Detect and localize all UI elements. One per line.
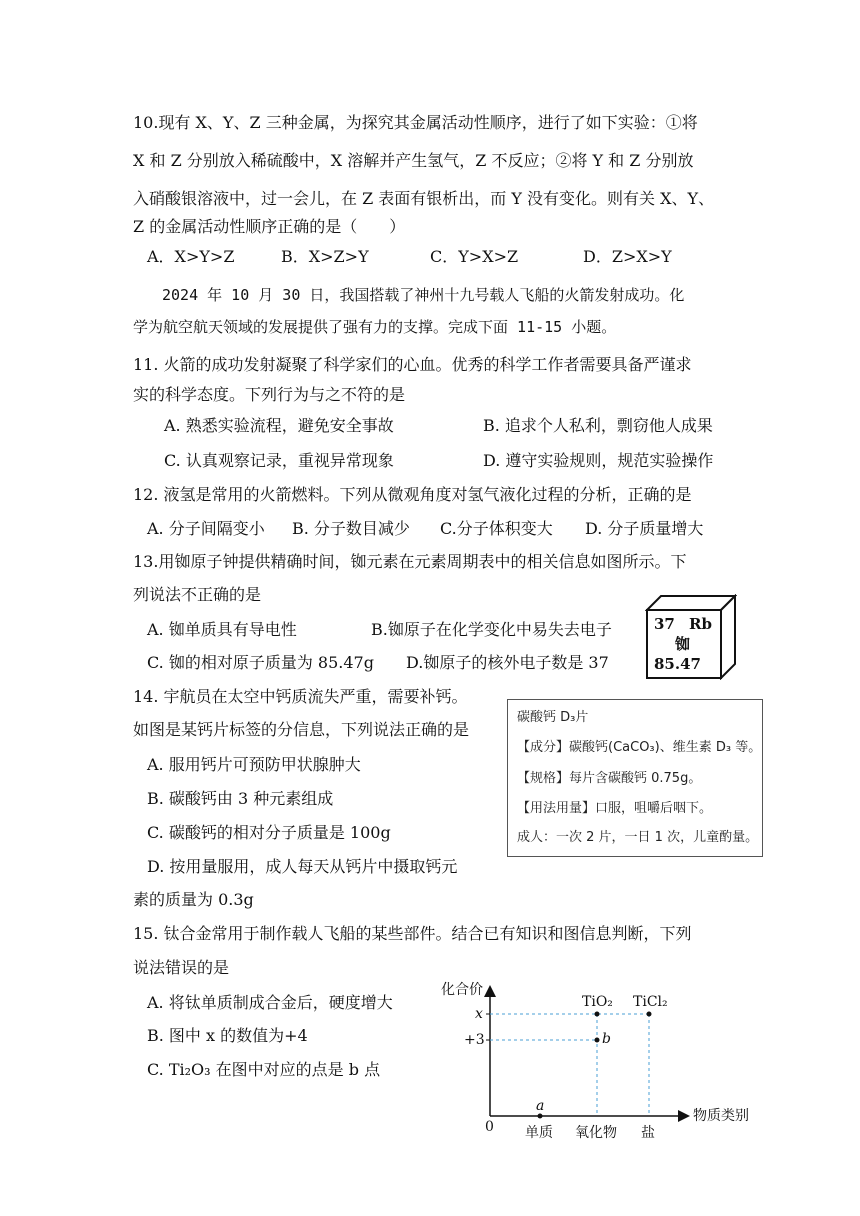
point-tio2-label: TiO₂ — [582, 994, 613, 1010]
element-symbol: Rb — [689, 615, 712, 633]
q15-option-b: B. 图中 x 的数值为+4 — [147, 1026, 308, 1045]
element-name: 铷 — [675, 635, 691, 653]
q15-line-1: 15. 钛合金常用于制作载人飞船的某些部件。结合已有知识和图信息判断，下列 — [133, 924, 692, 943]
q11-option-a: A. 熟悉实验流程，避免安全事故 — [164, 416, 394, 435]
q12-option-a: A. 分子间隔变小 — [147, 519, 265, 538]
q11-line-1: 11. 火箭的成功发射凝聚了科学家们的心血。优秀的科学工作者需要具备严谨求 — [133, 355, 692, 374]
y-tick-x: x — [475, 1006, 483, 1022]
label-usage: 【用法用量】口服，咀嚼后咽下。 — [517, 801, 713, 816]
point-a-label: a — [536, 1098, 545, 1114]
q10-line-3: 入硝酸银溶液中，过一会儿，在 Z 表面有银析出，而 Y 没有变化。则有关 X、Y、 — [133, 189, 715, 208]
y-tick-plus3: +3 — [464, 1032, 485, 1048]
label-title: 碳酸钙 D₃片 — [517, 710, 589, 725]
element-number: 37 — [654, 615, 675, 633]
x-category-oxide: 氧化物 — [575, 1125, 617, 1141]
q10-line-2: X 和 Z 分别放入稀硫酸中，X 溶解并产生氢气，Z 不反应；②将 Y 和 Z 分别放 — [133, 151, 694, 170]
q14-option-d-continued: 素的质量为 0.3g — [133, 890, 254, 909]
q12-option-c: C.分子体积变大 — [440, 519, 553, 538]
q14-line-1: 14. 宇航员在太空中钙质流失严重，需要补钙。 — [133, 687, 468, 706]
q10-option-a: A．X>Y>Z — [147, 247, 235, 266]
x-category-salt: 盐 — [641, 1125, 655, 1141]
point-b-label: b — [602, 1031, 611, 1047]
label-adult-dosage: 成人：一次 2 片，一日 1 次，儿童酌量。 — [517, 830, 759, 845]
q11-line-2: 实的科学态度。下列行为与之不符的是 — [133, 385, 406, 404]
x-category-element: 单质 — [525, 1125, 553, 1141]
q10-option-c: C．Y>X>Z — [430, 247, 519, 266]
q10-option-d: D．Z>X>Y — [583, 247, 672, 266]
q12-option-b: B. 分子数目减少 — [292, 519, 410, 538]
intro-line-1: 2024 年 10 月 30 日，我国搭载了神州十九号载人飞船的火箭发射成功。化 — [162, 286, 685, 304]
calcium-tablet-label — [507, 699, 763, 857]
q13-line-1: 13.用铷原子钟提供精确时间，铷元素在元素周期表中的相关信息如图所示。下 — [133, 552, 687, 571]
q10-option-b: B．X>Z>Y — [281, 247, 369, 266]
q15-option-a: A. 将钛单质制成合金后，硬度增大 — [147, 993, 393, 1012]
rubidium-element-card — [645, 594, 737, 680]
q15-line-2: 说法错误的是 — [133, 958, 230, 977]
label-ingredients: 【成分】碳酸钙(CaCO₃)、维生素 D₃ 等。 — [517, 740, 762, 755]
q13-option-c: C. 铷的相对原子质量为 85.47g — [147, 653, 374, 672]
q10-line-1: 10.现有 X、Y、Z 三种金属，为探究其金属活动性顺序，进行了如下实验：①将 — [133, 113, 698, 132]
intro-line-2: 学为航空航天领域的发展提供了强有力的支撑。完成下面 11-15 小题。 — [133, 318, 617, 336]
graph-origin: 0 — [485, 1119, 494, 1135]
q14-option-b: B. 碳酸钙由 3 种元素组成 — [147, 789, 334, 808]
q13-option-d: D.铷原子的核外电子数是 37 — [406, 653, 609, 672]
q13-line-2: 列说法不正确的是 — [133, 585, 262, 604]
label-spec: 【规格】每片含碳酸钙 0.75g。 — [517, 771, 702, 786]
q14-option-a: A. 服用钙片可预防甲状腺肿大 — [147, 755, 361, 774]
valence-class-graph — [437, 978, 757, 1157]
q14-option-d: D. 按用量服用，成人每天从钙片中摄取钙元 — [147, 857, 458, 876]
q14-option-c: C. 碳酸钙的相对分子质量是 100g — [147, 823, 391, 842]
q10-line-4: Z 的金属活动性顺序正确的是（ ） — [133, 217, 406, 236]
q11-option-d: D. 遵守实验规则，规范实验操作 — [483, 451, 714, 470]
q13-option-b: B.铷原子在化学变化中易失去电子 — [371, 620, 612, 639]
x-axis-label: 物质类别 — [693, 1108, 749, 1124]
point-ticl2-label: TiCl₂ — [633, 994, 668, 1010]
q13-option-a: A. 铷单质具有导电性 — [147, 620, 297, 639]
element-mass: 85.47 — [654, 655, 701, 673]
y-axis-label: 化合价 — [441, 982, 483, 998]
q12-line: 12. 液氢是常用的火箭燃料。下列从微观角度对氢气液化过程的分析，正确的是 — [133, 485, 692, 504]
q11-option-c: C. 认真观察记录，重视异常现象 — [164, 451, 394, 470]
q11-option-b: B. 追求个人私利，剽窃他人成果 — [483, 416, 713, 435]
q15-option-c: C. Ti₂O₃ 在图中对应的点是 b 点 — [147, 1060, 381, 1079]
q12-option-d: D. 分子质量增大 — [585, 519, 704, 538]
q14-line-2: 如图是某钙片标签的分信息，下列说法正确的是 — [133, 720, 470, 739]
